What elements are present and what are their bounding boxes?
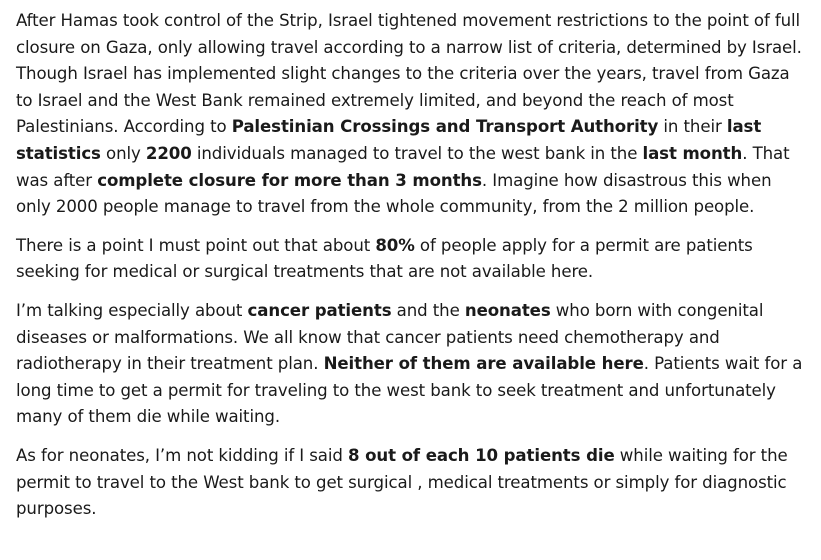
- bold-text-cancer-patients: cancer patients: [247, 300, 392, 320]
- text-segment: and the: [391, 300, 465, 320]
- bold-text-last-statistics: last statistics: [16, 117, 762, 163]
- paragraph-neonates-deaths: [16, 443, 809, 523]
- bold-text-8-out-of-10: 8 out of each 10 patients die: [347, 445, 615, 465]
- text-segment: only: [100, 143, 146, 163]
- text-segment: . Imagine how disastrous this when only 2000 people manage to travel from the whole community, from the 2 million people.: [16, 170, 772, 217]
- text-segment: As for neonates, I’m not kidding if I said: [16, 445, 348, 465]
- paragraph-permit-applicants: [16, 233, 809, 286]
- bold-text-not-available: Neither of them are available here: [323, 354, 644, 374]
- text-segment: . Patients wait for a long time to get a permit for traveling to the west bank to seek treatment and unfortunately many of them die while waiting.: [16, 354, 803, 427]
- text-segment: After Hamas took control of the Strip, Israel tightened movement restrictions to the point of full closure on Gaza, only allowing travel according to a narrow list of criteria, determined by Israel. Though Israel has implemented slight changes to the criteria over the years, travel from Gaza to Israel and the West Bank remained extremely limited, and beyond the reach of most Palestinians. According to: [16, 11, 802, 137]
- text-segment: who born with congenital diseases or malformations. We all know that cancer patients need chemotherapy and radiotherapy in their treatment plan.: [16, 300, 764, 374]
- paragraph-gaza-closure: [16, 8, 809, 221]
- text-segment: while waiting for the permit to travel to the West bank to get surgical , medical treatments or simply for diagnostic purposes.: [16, 445, 788, 519]
- bold-text-authority: Palestinian Crossings and Transport Authority: [231, 117, 659, 137]
- text-segment: in their: [658, 117, 727, 137]
- bold-text-neonates: neonates: [464, 300, 551, 320]
- text-segment: There is a point I must point out that about: [16, 235, 376, 255]
- text-segment: I’m talking especially about: [16, 300, 248, 320]
- paragraph-cancer-neonates: [16, 298, 809, 431]
- bold-text-last-month: last month: [642, 143, 743, 163]
- bold-text-80-percent: 80%: [375, 235, 415, 255]
- text-segment: of people apply for a permit are patients seeking for medical or surgical treatments that are not available here.: [16, 235, 753, 282]
- bold-text-2200: 2200: [145, 143, 192, 163]
- text-segment: . That was after: [16, 143, 790, 190]
- text-segment: individuals managed to travel to the west bank in the: [191, 143, 643, 163]
- bold-text-complete-closure: complete closure for more than 3 months: [97, 170, 482, 190]
